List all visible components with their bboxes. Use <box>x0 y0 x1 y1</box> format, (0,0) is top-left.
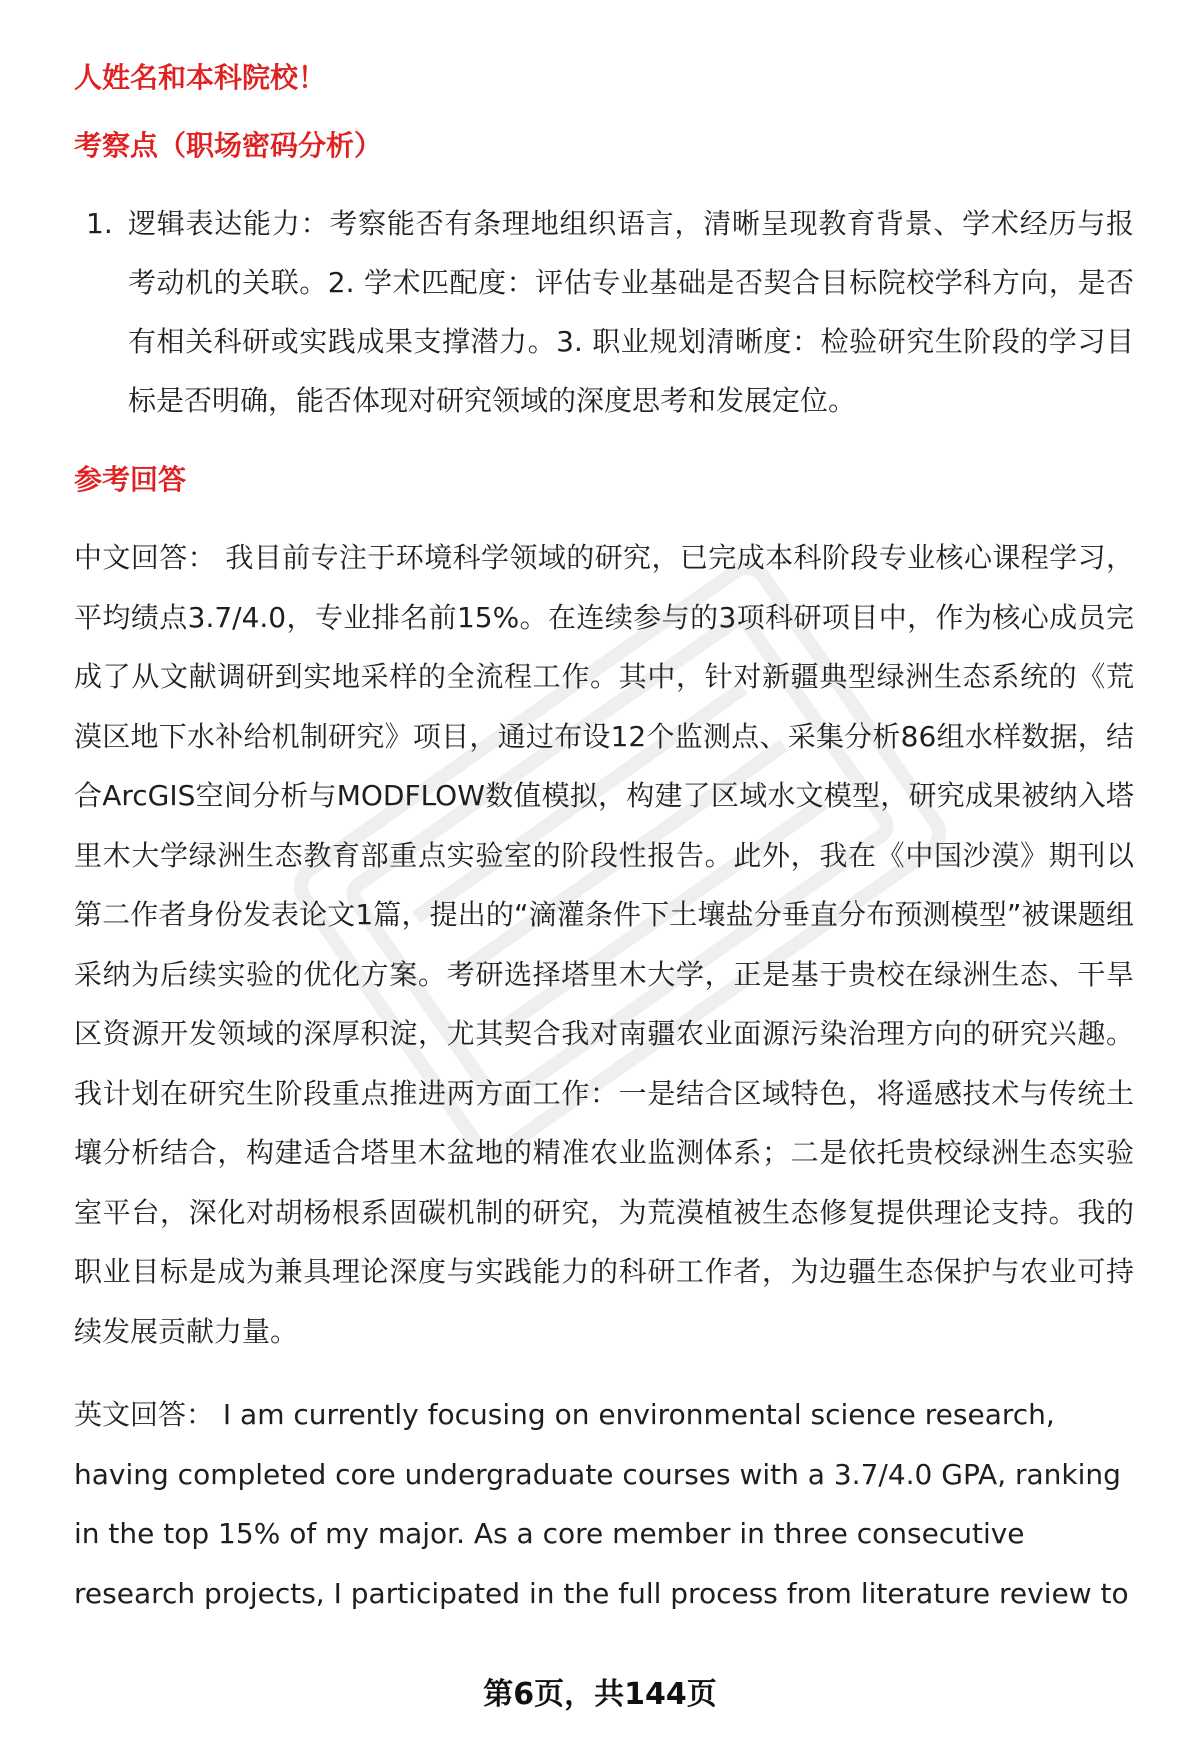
english-answer: 英文回答： I am currently focusing on environmental science research, having completed core undergraduate courses with a 3.7/4.0 GPA, ranking in the top 15% of my major. As a core member in three consecutive research projects, I participated in the full process from literature review to <box>74 1398 1129 1610</box>
answer-heading: 参考回答 <box>74 463 187 496</box>
list-number: 1. <box>86 207 113 240</box>
intro-line: 人姓名和本科院校！ <box>74 61 327 94</box>
page-number: 第6页，共144页 <box>483 1677 717 1712</box>
document-content <box>74 58 1134 1623</box>
points-heading: 考察点（职场密码分析） <box>74 129 383 162</box>
chinese-answer: 中文回答： 我目前专注于环境科学领域的研究，已完成本科阶段专业核心课程学习，平均绩点3.7/4.0，专业排名前15%。在连续参与的3项科研项目中，作为核心成员完成了从文献调研到实地采样的全流程工作。其中，针对新疆典型绿洲生态系统的《荒漠区地下水补给机制研究》项目，通过布设12个监测点、采集分析86组水样数据，结合ArcGIS空间分析与MODFLOW数值模拟，构建了区域水文模型，研究成果被纳入塔里木大学绿洲生态教育部重点实验室的阶段性报告。此外，我在《中国沙漠》期刊以第二作者身份发表论文1篇，提出的“滴灌条件下土壤盐分垂直分布预测模型”被课题组采纳为后续实验的优化方案。考研选择塔里木大学，正是基于贵校在绿洲生态、干旱区资源开发领域的深厚积淀，尤其契合我对南疆农业面源污染治理方向的研究兴趣。我计划在研究生阶段重点推进两方面工作：一是结合区域特色，将遥感技术与传统土壤分析结合，构建适合塔里木盆地的精准农业监测体系；二是依托贵校绿洲生态实验室平台，深化对胡杨根系固碳机制的研究，为荒漠植被生态修复提供理论支持。我的职业目标是成为兼具理论深度与实践能力的科研工作者，为边疆生态保护与农业可持续发展贡献力量。 <box>74 541 1134 1348</box>
assessment-points-text: 逻辑表达能力：考察能否有条理地组织语言，清晰呈现教育背景、学术经历与报考动机的关联。2. 学术匹配度：评估专业基础是否契合目标院校学科方向，是否有相关科研或实践成果支撑潜力。3. 职业规划清晰度：检验研究生阶段的学习目标是否明确，能否体现对研究领域的深度思考和发展定位。 <box>128 207 1134 417</box>
assessment-points <box>74 194 1134 430</box>
